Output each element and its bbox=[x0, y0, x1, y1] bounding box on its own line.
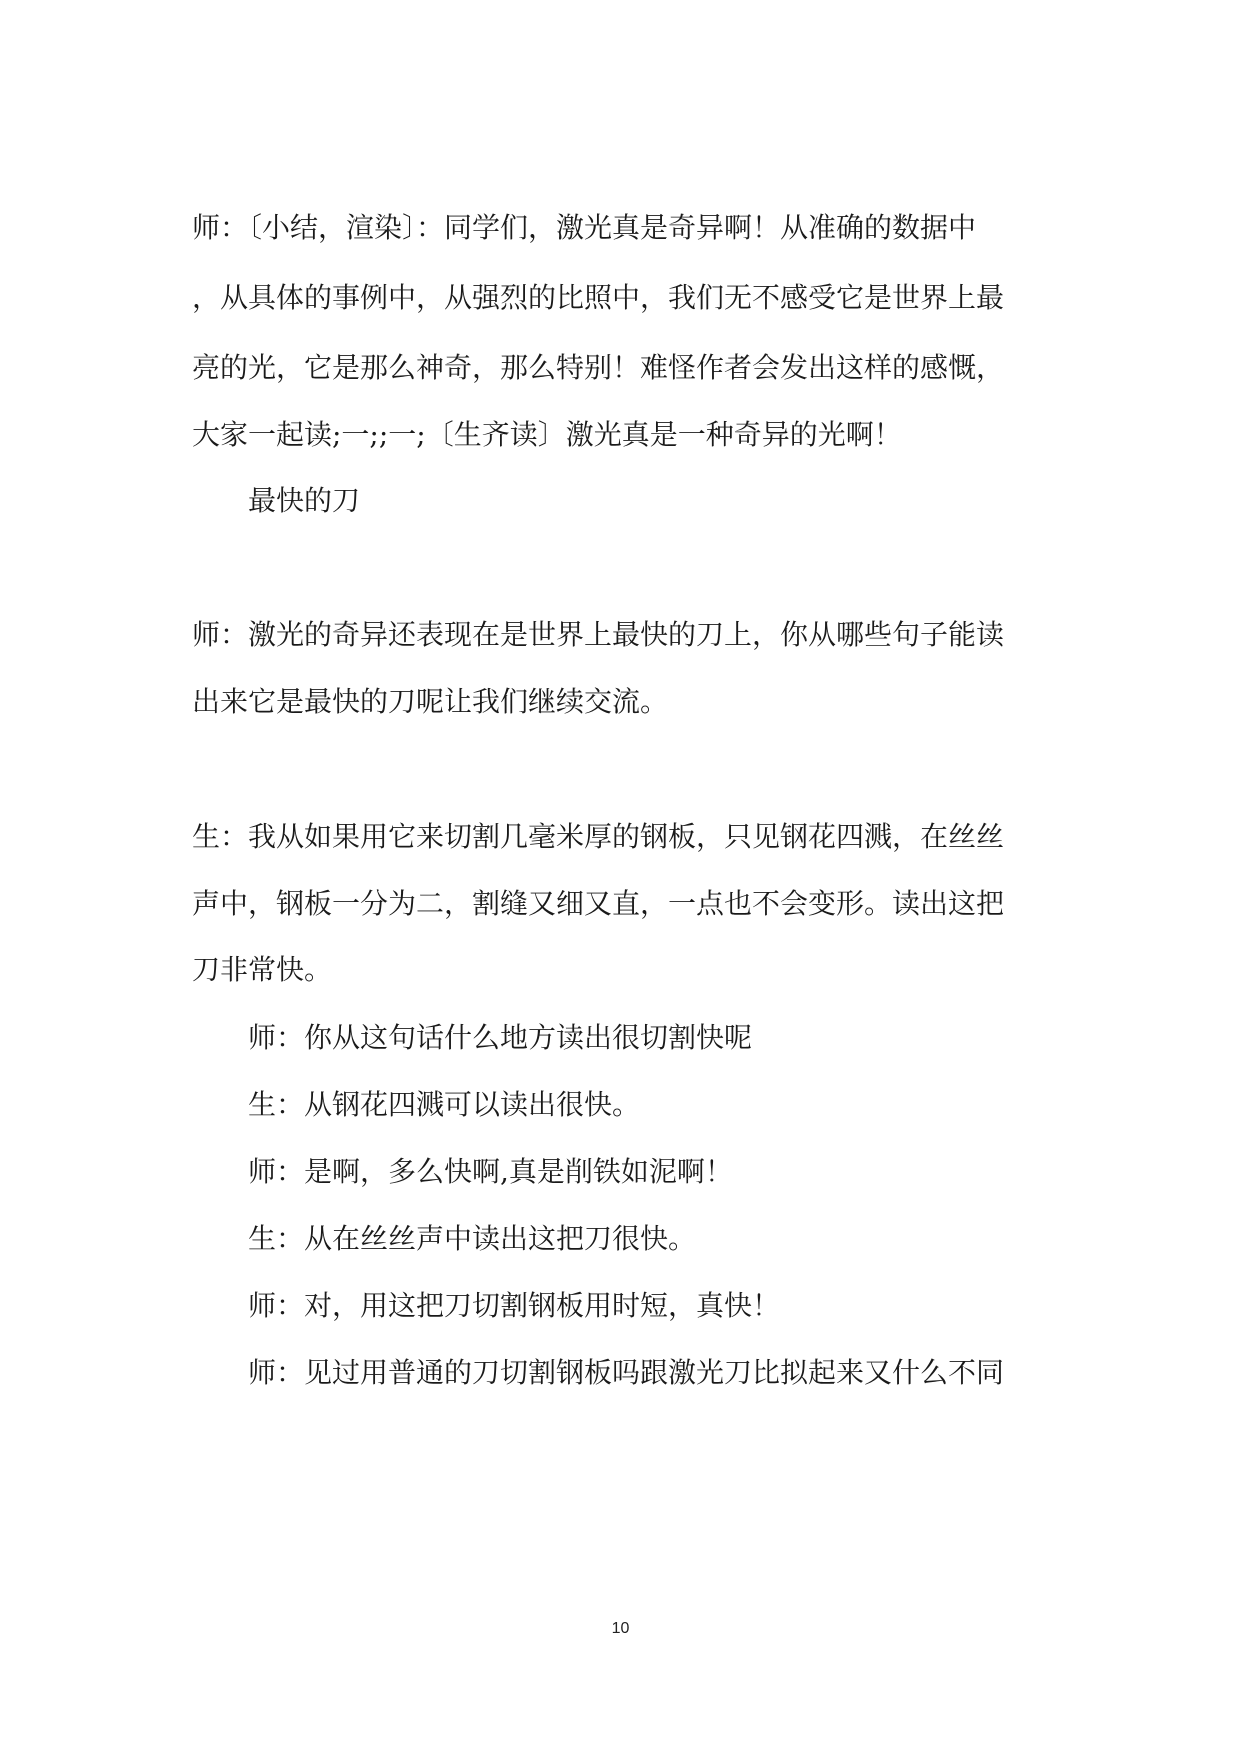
section-heading: 最快的刀 bbox=[248, 484, 361, 517]
dialogue-line-1: 师：你从这句话什么地方读出很切割快呢 bbox=[248, 1021, 753, 1054]
paragraph-3-line-3: 刀非常快。 bbox=[192, 953, 333, 986]
paragraph-1-line-3: 亮的光，它是那么神奇，那么特别！难怪作者会发出这样的感慨， bbox=[192, 351, 1005, 384]
paragraph-3-line-1: 生：我从如果用它来切割几毫米厚的钢板，只见钢花四溅，在丝丝 bbox=[192, 820, 1005, 853]
paragraph-3-line-2: 声中，钢板一分为二，割缝又细又直，一点也不会变形。读出这把 bbox=[192, 887, 1005, 920]
paragraph-2-line-1: 师：激光的奇异还表现在是世界上最快的刀上，你从哪些句子能读 bbox=[192, 618, 1005, 651]
dialogue-line-2: 生：从钢花四溅可以读出很快。 bbox=[248, 1088, 641, 1121]
dialogue-line-6: 师：见过用普通的刀切割钢板吗跟激光刀比拟起来又什么不同 bbox=[248, 1356, 1005, 1389]
page-number: 10 bbox=[611, 1620, 630, 1637]
paragraph-1-line-4: 大家一起读;一;;一;〔生齐读〕激光真是一种奇异的光啊！ bbox=[192, 418, 902, 451]
dialogue-line-5: 师：对，用这把刀切割钢板用时短，真快！ bbox=[248, 1289, 781, 1322]
paragraph-2-line-2: 出来它是最快的刀呢让我们继续交流。 bbox=[192, 685, 669, 718]
paragraph-1-line-1: 师：〔小结，渲染〕：同学们，激光真是奇异啊！从准确的数据中 bbox=[192, 211, 977, 244]
paragraph-1-line-2: ，从具体的事例中，从强烈的比照中，我们无不感受它是世界上最 bbox=[192, 281, 1005, 314]
dialogue-line-3: 师：是啊，多么快啊,真是削铁如泥啊！ bbox=[248, 1155, 733, 1188]
dialogue-line-4: 生：从在丝丝声中读出这把刀很快。 bbox=[248, 1222, 697, 1255]
